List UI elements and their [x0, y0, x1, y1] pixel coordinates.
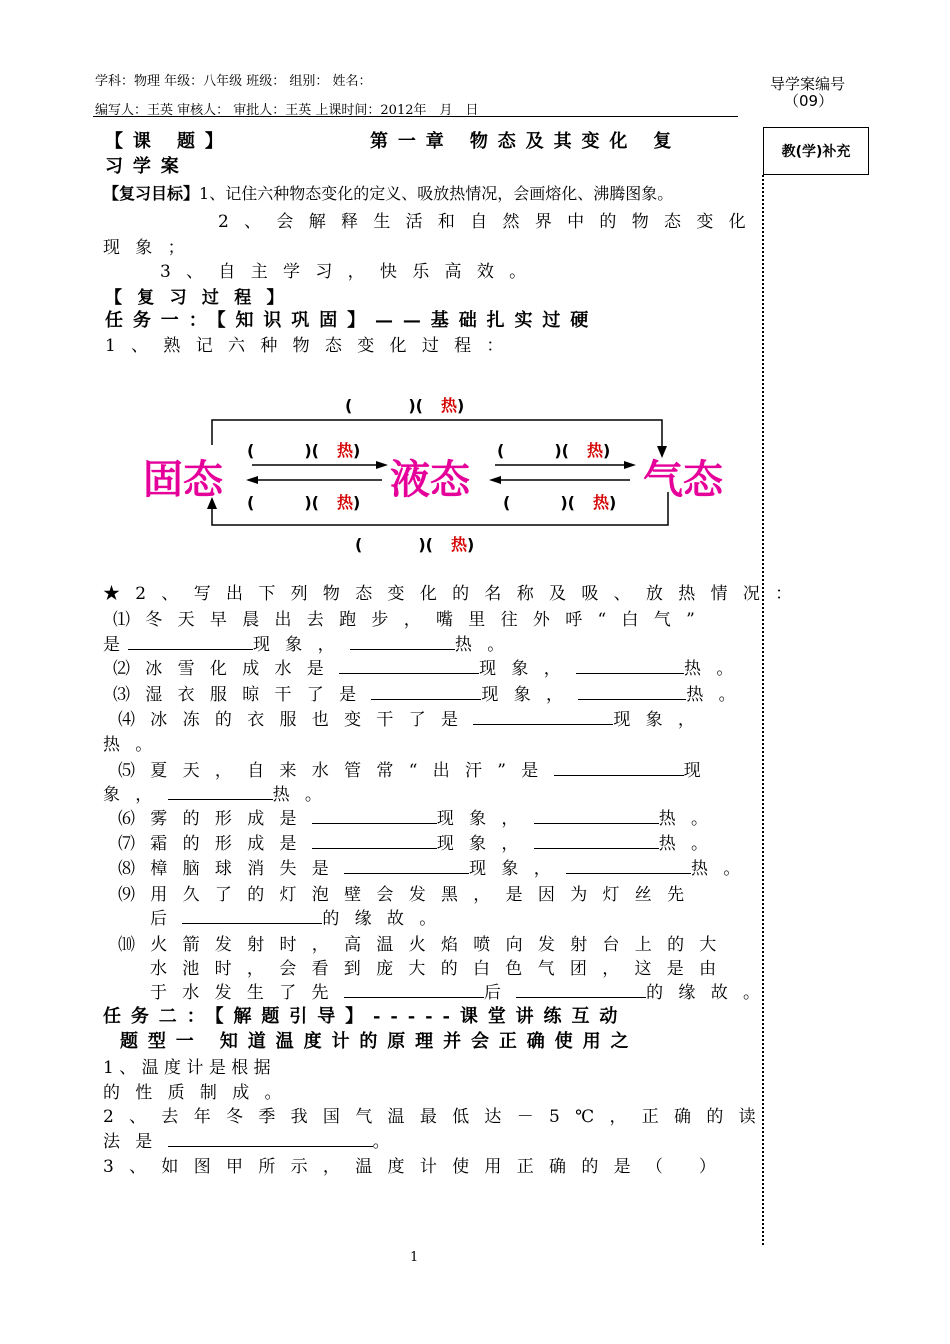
q2-item9: ⑼用久了的灯泡壁会发黑，是因为灯丝先 [118, 885, 700, 905]
state-gas: 气态 [643, 457, 723, 503]
task2-q1-cont: 的性质制成。 [103, 1083, 297, 1103]
side-notes-box: 教(学)补充 [763, 127, 869, 175]
objective-2: 2、会解释生活和自然界中的物态变化 [218, 212, 761, 232]
q2-item10-cont1: 水池时，会看到庞大的白色气团，这是由 [150, 959, 732, 979]
objective-3: 3、自主学习，快乐高效。 [160, 262, 542, 282]
lesson-label: 【课 题】 [105, 131, 233, 152]
lesson-title-cont: 习学案 [105, 156, 189, 177]
q2-item1: ⑴冬天早晨出去跑步，嘴里往外呼“白气” [113, 610, 711, 630]
header-info-line1: 学科：物理 年级：八年级 班级： 组别： 姓名： [95, 74, 372, 89]
header-info-line2: 编写人：王英 审核人： 审批人：王英 上课时间：2012年__月__日 [95, 103, 479, 118]
right-upper-blank: ( )( 热) [497, 441, 611, 460]
q2-item4-cont: 热。 [103, 735, 168, 755]
q2-item10-cont2: 于水发生了先 后 的缘故。 [150, 983, 776, 1003]
task1-title: 任务一：【知识巩固】——基础扎实过硬 [105, 310, 599, 331]
task2-title: 任务二：【解题引导】-----课堂讲练互动 [103, 1006, 628, 1027]
guide-code-value: （09） [784, 92, 834, 110]
lesson-title: 第一章 物态及其变化 复 [370, 131, 682, 152]
q2-item1-cont: 是 现象， 热。 [103, 635, 520, 655]
process-label: 【复习过程】 [105, 288, 299, 308]
task1-q1: 1、熟记六种物态变化过程： [105, 336, 519, 356]
q2-item5: ⑸夏天，自来水管常“出汗”是 现 [118, 761, 701, 781]
bottom-bracket-blank: ( )( 热) [355, 535, 475, 554]
state-solid: 固态 [143, 457, 223, 503]
q2-item8: ⑻樟脑球消失是 现象， 热。 [118, 859, 756, 879]
right-lower-blank: ( )( 热) [503, 493, 617, 512]
task2-q1: 1 、 温 度 计 是 根 据 [103, 1058, 271, 1078]
page-number: 1 [410, 1250, 419, 1265]
top-bracket-blank: ( )( 热) [345, 396, 465, 415]
task2-q2: 2、去年冬季我国气温最低达－5℃，正确的读 [103, 1107, 771, 1127]
q2-item4: ⑷冰冻的衣服也变干了是 现象， [118, 710, 711, 730]
state-change-diagram [0, 0, 950, 600]
task2-q2-cont: 法是 。 [103, 1132, 390, 1152]
q2-item3: ⑶湿衣服晾干了是 现象， 热。 [113, 685, 751, 705]
task2-q3: 3、如图甲所示，温度计使用正确的是（ ） [103, 1157, 732, 1177]
objective-1: 1、记住六种物态变化的定义、吸放热情况，会画熔化、沸腾图象。 [199, 184, 674, 203]
q2-item9-cont: 后 的缘故。 [150, 909, 452, 929]
task2-type1: 题型一 知道温度计的原理并会正确使用之 [120, 1031, 639, 1052]
guide-code-label: 导学案编号 [770, 75, 846, 93]
q2-item5-cont: 象， 热。 [103, 785, 338, 805]
q2-item2: ⑵冰雪化成水是 现象， 热。 [113, 659, 749, 679]
q2-title: ★2、写出下列物态变化的名称及吸、放热情况： [103, 584, 808, 604]
objectives-label: 【复习目标】 [103, 184, 200, 203]
left-upper-blank: ( )( 热) [247, 441, 361, 460]
q2-item6: ⑹雾的形成是 现象， 热。 [118, 809, 724, 829]
left-lower-blank: ( )( 热) [247, 493, 361, 512]
q2-item10: ⑽火箭发射时，高温火焰喷向发射台上的大 [118, 935, 732, 955]
q2-item7: ⑺霜的形成是 现象， 热。 [118, 834, 724, 854]
state-liquid: 液态 [390, 457, 470, 503]
objective-2-cont: 现象； [103, 238, 200, 258]
